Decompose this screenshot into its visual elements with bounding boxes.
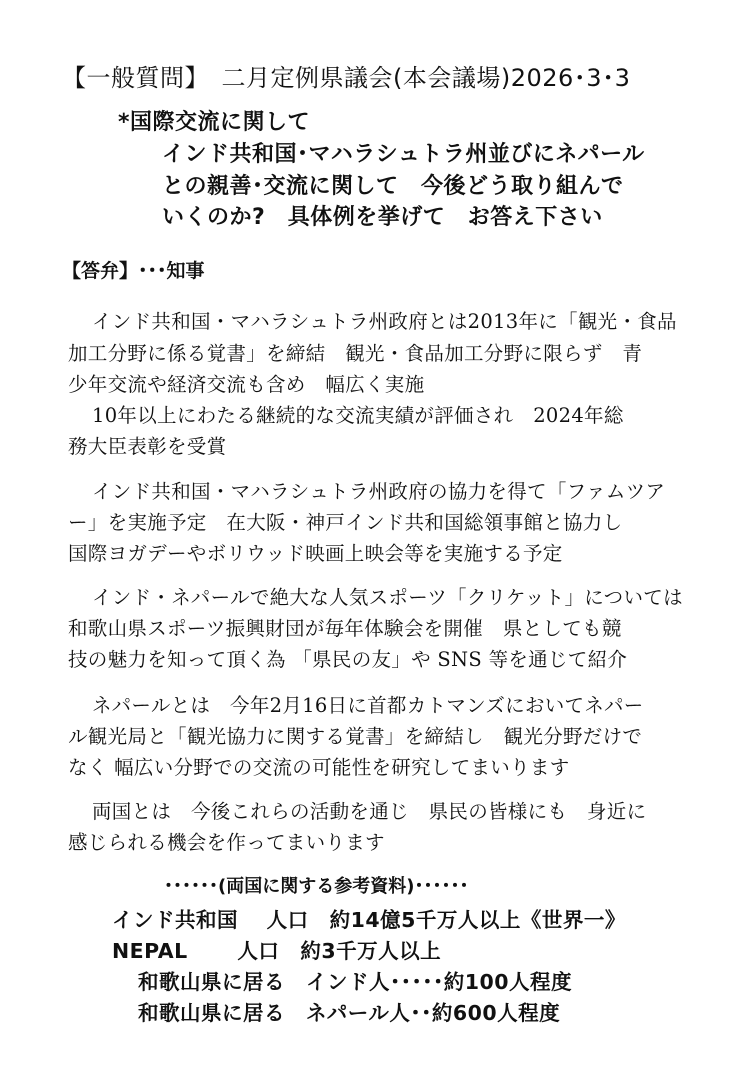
answer-line: インド共和国・マハラシュトラ州政府とは2013年に「観光・食品 (92, 310, 677, 333)
answer-line: インド・ネパールで絶大な人気スポーツ「クリケット」については (92, 586, 683, 609)
answer-line: 10年以上にわたる継続的な交流実績が評価され 2024年総 (92, 404, 624, 427)
answer-line: 和歌山県スポーツ振興財団が毎年体験会を開催 県としても競 (68, 617, 622, 640)
reference-heading: ･･････(両国に関する参考資料)･･････ (164, 876, 469, 897)
answer-line: ー」を実施予定 在大阪・神戸インド共和国総領事館と協力し (68, 511, 623, 534)
question-line: インド共和国･マハラシュトラ州並びにネパール (162, 142, 645, 167)
question-line: いくのか? 具体例を挙げて お答え下さい (162, 205, 603, 230)
reference-row: 和歌山県に居る ネパール人･･約600人程度 (138, 1001, 561, 1025)
answer-line: 両国とは 今後これらの活動を通じ 県民の皆様にも 身近に (92, 800, 647, 823)
answer-line: 少年交流や経済交流も含め 幅広く実施 (68, 373, 425, 396)
answer-line: ネパールとは 今年2月16日に首都カトマンズにおいてネパー (92, 694, 644, 717)
reference-row: インド共和国 人口 約14億5千万人以上《世界一》 (112, 908, 626, 932)
answer-line: インド共和国・マハラシュトラ州政府の協力を得て「ファムツア (92, 480, 666, 503)
document-title: 【一般質問】 二月定例県議会(本会議場)2026･3･3 (62, 64, 631, 92)
answer-heading: 【答弁】･･･知事 (62, 260, 205, 282)
answer-line: 加工分野に係る覚書」を締結 観光・食品加工分野に限らず 青 (68, 342, 643, 365)
answer-line: 国際ヨガデーやボリウッド映画上映会等を実施する予定 (68, 542, 563, 565)
answer-line: 務大臣表彰を受賞 (68, 435, 227, 458)
question-line: *国際交流に関して (118, 110, 311, 135)
reference-row: NEPAL 人口 約3千万人以上 (112, 939, 442, 963)
answer-line: 感じられる機会を作ってまいります (68, 831, 385, 854)
answer-line: 技の魅力を知って頂く為 「県民の友」や SNS 等を通じて紹介 (68, 648, 628, 671)
reference-row: 和歌山県に居る インド人･････約100人程度 (138, 970, 573, 994)
answer-line: ル観光局と「観光協力に関する覚書」を締結し 観光分野だけで (68, 725, 643, 748)
answer-line: なく 幅広い分野での交流の可能性を研究してまいります (68, 756, 570, 779)
question-line: との親善･交流に関して 今後どう取り組んで (162, 174, 624, 199)
